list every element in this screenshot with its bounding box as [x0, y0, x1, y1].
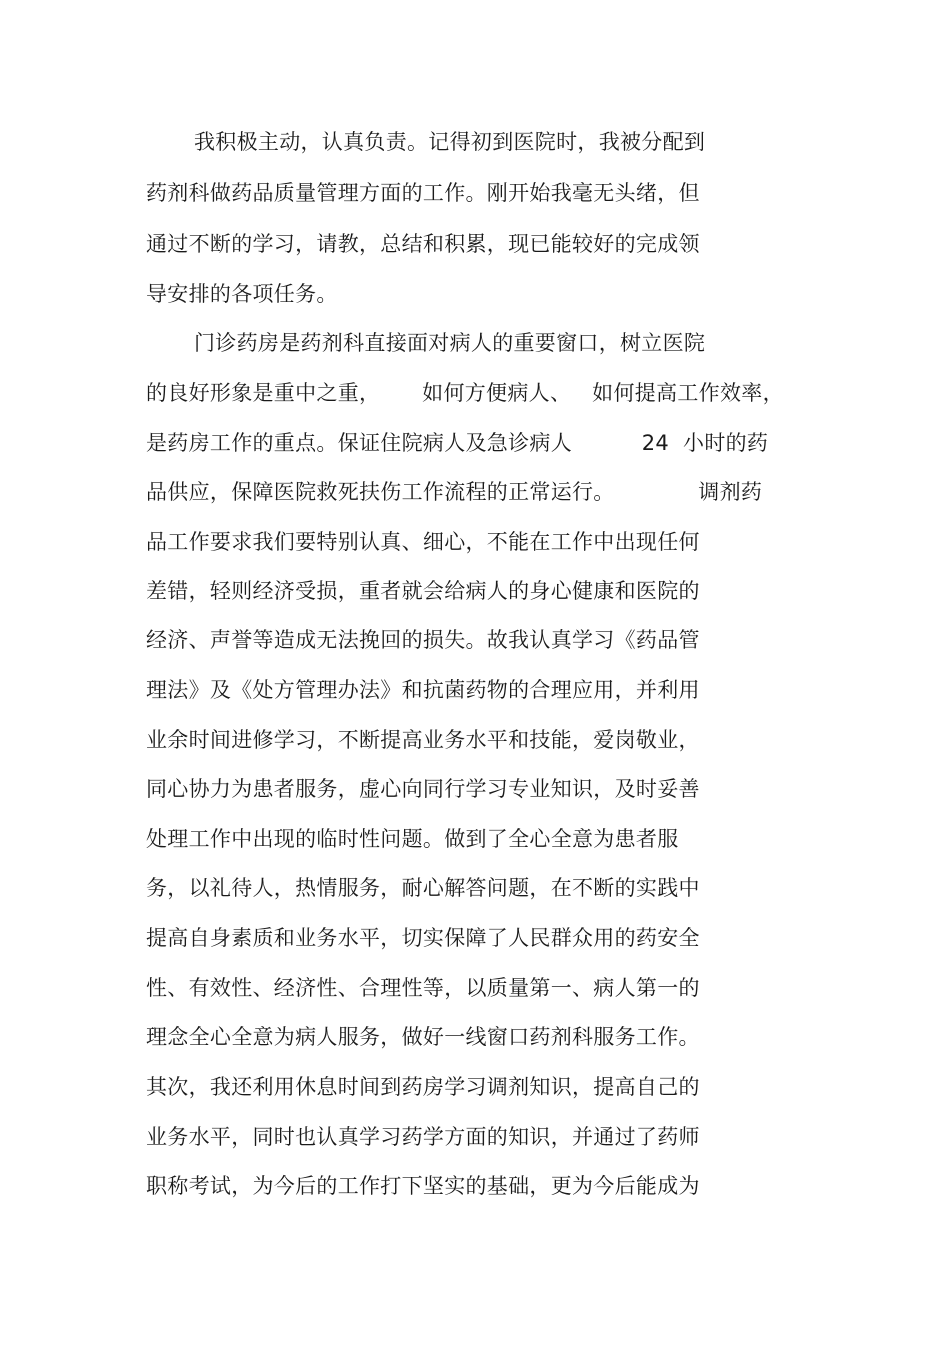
paragraph-2-line-13: 提高自身素质和业务水平，切实保障了人民群众用的药安全: [146, 926, 700, 950]
paragraph-2-line-9: 业余时间进修学习，不断提高业务水平和技能，爱岗敬业，: [146, 728, 700, 752]
paragraph-1-line-1: 我积极主动，认真负责。记得初到医院时，我被分配到: [194, 130, 706, 154]
paragraph-2-line-7: 经济、声誉等造成无法挽回的损失。故我认真学习《药品管: [146, 628, 700, 652]
paragraph-2-line-12: 务，以礼待人，热情服务，耐心解答问题，在不断的实践中: [146, 876, 700, 900]
paragraph-2-line-15: 理念全心全意为病人服务，做好一线窗口药剂科服务工作。: [146, 1025, 700, 1049]
paragraph-2-line-18: 职称考试，为今后的工作打下坚实的基础，更为今后能成为: [146, 1174, 700, 1198]
paragraph-2-line-1: 门诊药房是药剂科直接面对病人的重要窗口，树立医院: [194, 331, 706, 355]
paragraph-2-line-10: 同心协力为患者服务，虚心向同行学习专业知识，及时妥善: [146, 777, 700, 801]
paragraph-2-line-2: 的良好形象是重中之重， 如何方便病人、 如何提高工作效率，: [146, 381, 784, 405]
paragraph-2-line-6: 差错，轻则经济受损，重者就会给病人的身心健康和医院的: [146, 579, 700, 603]
paragraph-2-line-17: 业务水平，同时也认真学习药学方面的知识，并通过了药师: [146, 1125, 700, 1149]
paragraph-2-line-3: 是药房工作的重点。保证住院病人及急诊病人 24 小时的药: [146, 431, 769, 455]
paragraph-2-line-11: 处理工作中出现的临时性问题。做到了全心全意为患者服: [146, 827, 679, 851]
paragraph-1-line-4: 导安排的各项任务。: [146, 282, 338, 306]
paragraph-2-line-4: 品供应，保障医院救死扶伤工作流程的正常运行。 调剂药: [146, 480, 763, 504]
paragraph-1-line-3: 通过不断的学习，请教，总结和积累，现已能较好的完成领: [146, 232, 700, 256]
paragraph-2-line-16: 其次，我还利用休息时间到药房学习调剂知识，提高自己的: [146, 1075, 700, 1099]
paragraph-1-line-2: 药剂科做药品质量管理方面的工作。刚开始我毫无头绪，但: [146, 181, 700, 205]
paragraph-2-line-8: 理法》及《处方管理办法》和抗菌药物的合理应用，并利用: [146, 678, 700, 702]
paragraph-2-line-14: 性、有效性、经济性、合理性等，以质量第一、病人第一的: [146, 976, 700, 1000]
paragraph-2-line-5: 品工作要求我们要特别认真、细心，不能在工作中出现任何: [146, 530, 700, 554]
